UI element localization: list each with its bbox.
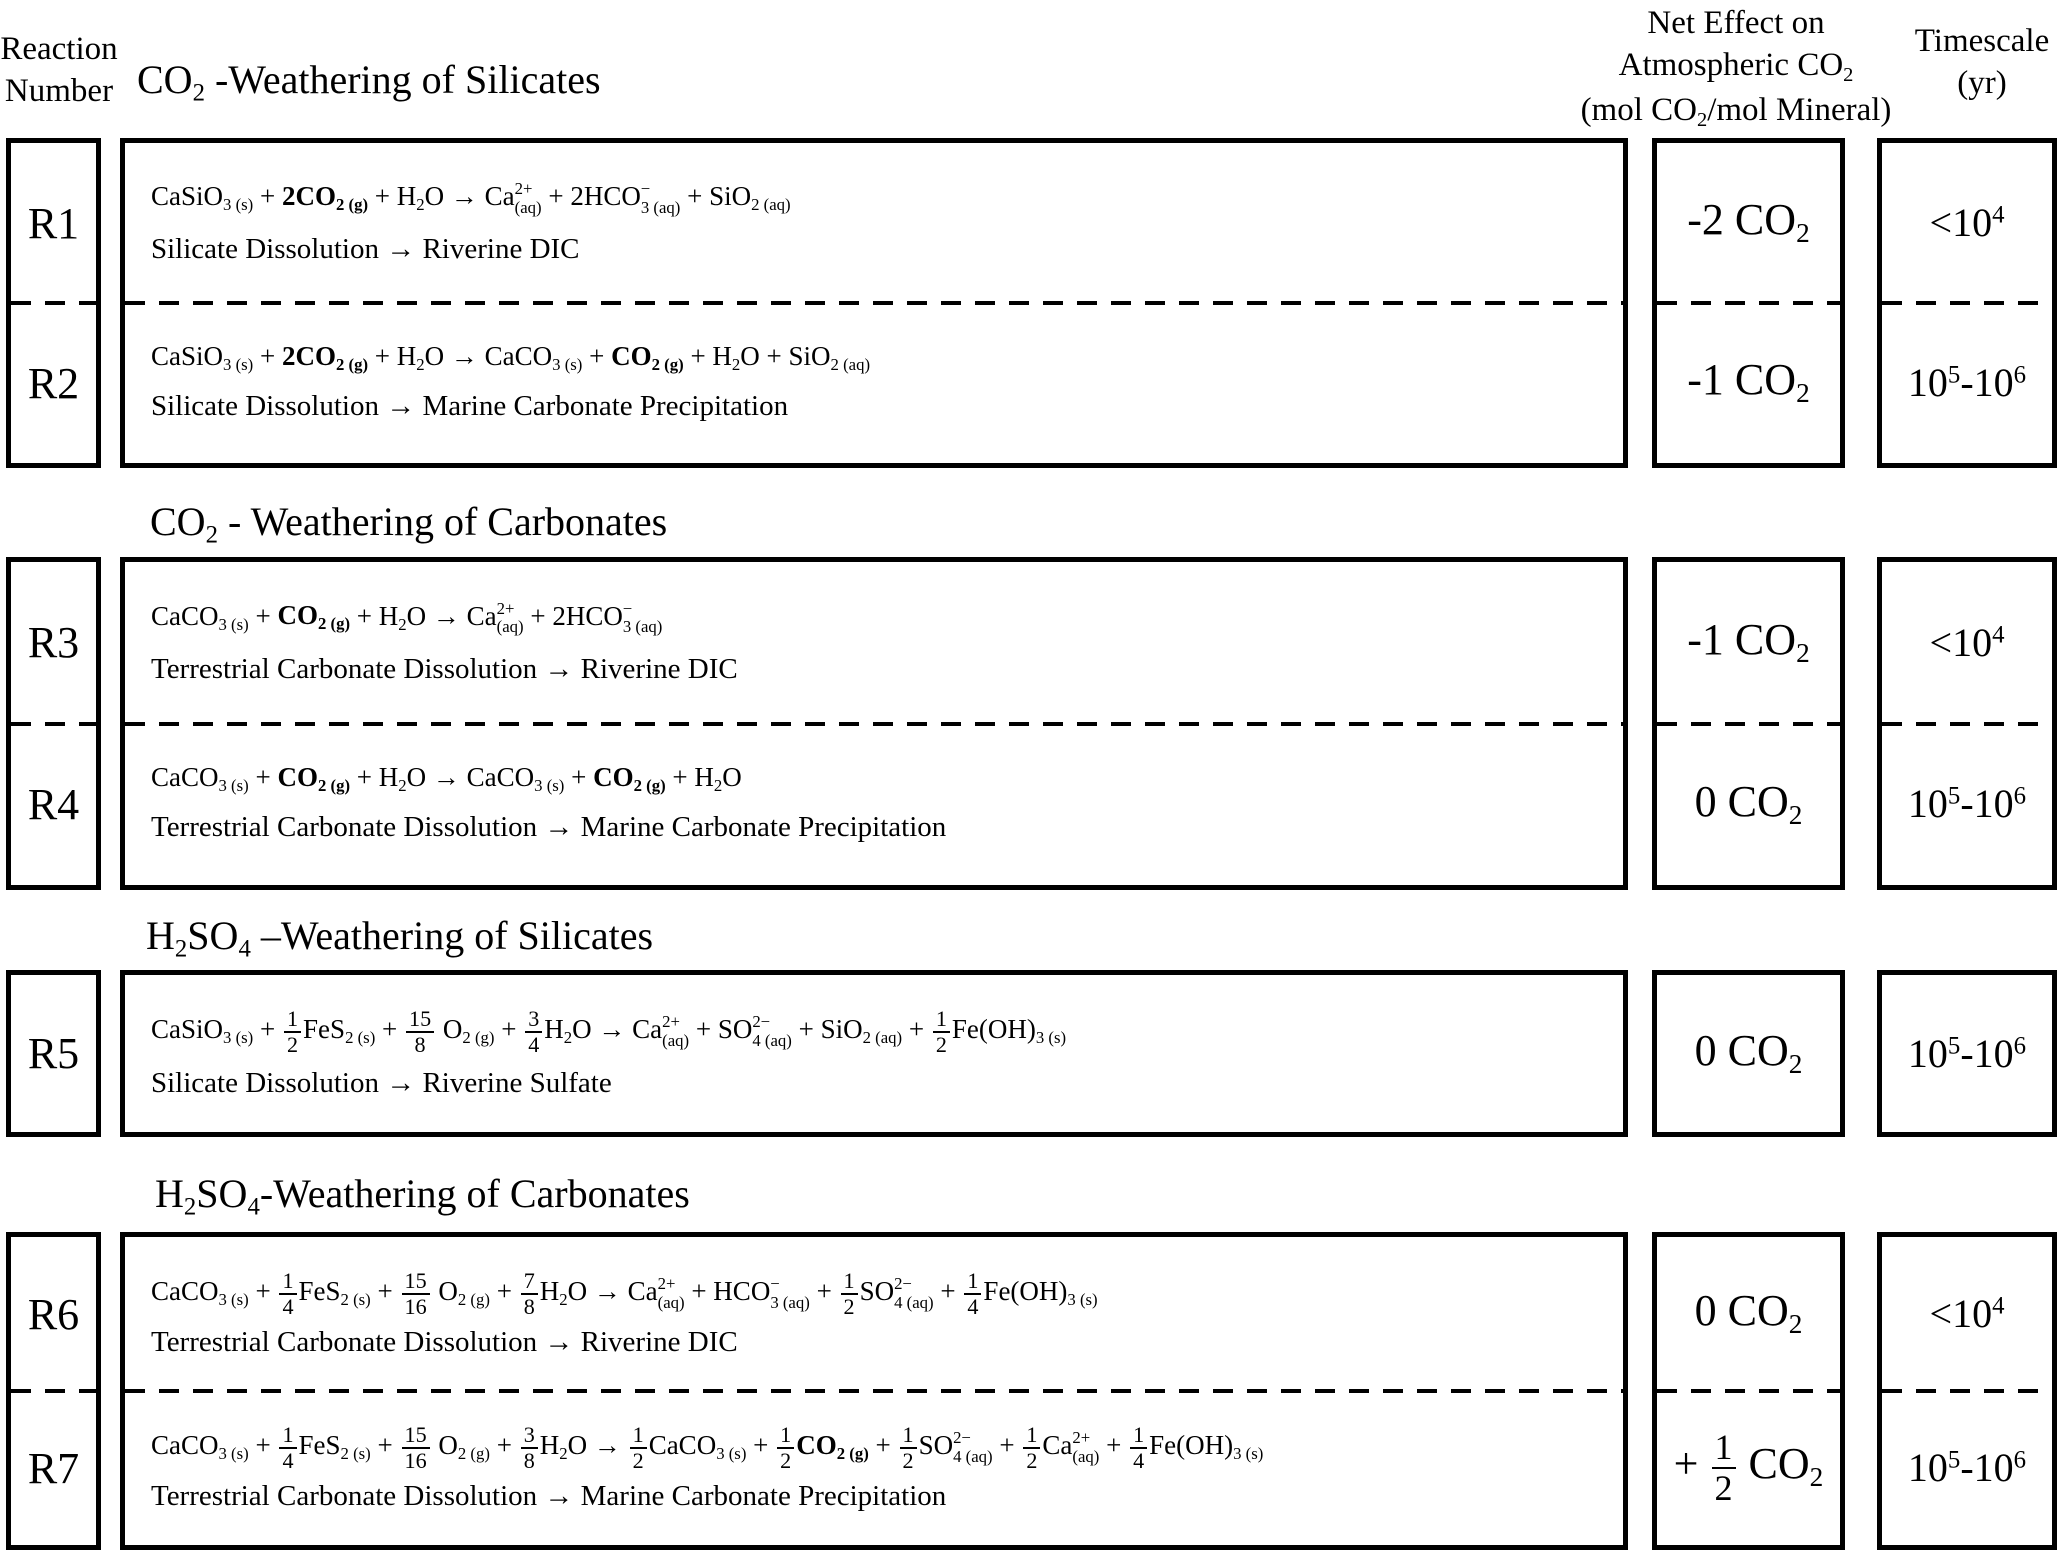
net-effect-R7: + $\frac{1}{2}$ CO2 [1673, 1427, 1824, 1508]
reaction-number-box [6, 1232, 101, 1550]
equation-box [120, 1232, 1628, 1550]
timescale-R5: $10^5-10^6$ [1907, 1030, 2027, 1076]
column-header-line: (mol CO2/mol Mineral) [1580, 91, 1892, 131]
dashed-divider [1657, 722, 1840, 726]
dashed-divider [1657, 1389, 1840, 1393]
reaction-id: R2 [27, 358, 80, 408]
reaction-id: R6 [27, 1289, 80, 1339]
reaction-id: R7 [27, 1443, 80, 1493]
net-effect-box [1652, 1232, 1845, 1550]
description-R7: Terrestrial Carbonate Dissolution → Marine Carbonate Precipitation [151, 1480, 947, 1513]
column-header-line: (yr) [1957, 65, 2007, 102]
column-header-line: Timescale [1914, 23, 2050, 59]
reaction-id: R3 [27, 618, 80, 668]
reaction-number-box [6, 138, 101, 468]
section-h2so4-silicates [0, 970, 2067, 1137]
net-effect-R4: 0 CO2 [1694, 776, 1803, 830]
dashed-divider [125, 1389, 1623, 1393]
timescale-R6: $<10^4$ [1929, 1291, 2005, 1336]
dashed-divider [1882, 301, 2052, 305]
timescale-box [1877, 970, 2057, 1137]
dashed-divider [1882, 722, 2052, 726]
column-header-net-effect [1552, 2, 1920, 133]
dashed-divider [125, 722, 1623, 726]
timescale-R4: $10^5-10^6$ [1907, 781, 2027, 827]
reaction-id: R4 [27, 779, 80, 829]
timescale-box [1877, 138, 2057, 468]
net-effect-R5: 0 CO2 [1694, 1025, 1803, 1079]
timescale-R3: $<10^4$ [1929, 619, 2005, 665]
column-header-timescale [1898, 20, 2066, 104]
section-title-h2so4-carbonates: H2SO4-Weathering of Carbonates [155, 1171, 690, 1221]
section-title-h2so4-silicates: H2SO4 –Weathering of Silicates [146, 913, 654, 963]
timescale-R2: $10^5-10^6$ [1907, 360, 2027, 405]
section-title-co2-silicates: CO2 -Weathering of Silicates [137, 57, 601, 107]
net-effect-R1: -2 CO2 [1687, 195, 1810, 249]
column-header-line: Atmospheric CO2 [1618, 47, 1854, 87]
column-header-line: Number [4, 73, 114, 110]
equation-R4: CaCO3 (s) + CO2 (g) + H2O → CaCO3 (s) + CO2 (g) + H2O [151, 762, 742, 796]
timescale-R1: $<10^4$ [1929, 200, 2005, 245]
equation-R1: CaSiO3 (s) + 2CO2 (g) + H2O → Ca 2+ (aq) + 2HCO − 3 (aq) + SiO2 (aq) [151, 178, 791, 217]
equation-R7: CaCO3 (s) + $\frac{1}{4}$ FeS2 (s) + $\frac{15}{16}$ O2 (g) + $\frac{3}{8}$ H2O → $\frac{1}{2}$ CaCO3 (s) + $\frac{1}{2}$ CO2 (g) + $\frac{1}{2}$ SO 2− 4 (aq) + $\frac{1}{2}$ Ca 2+ (aq) + $\frac{1}{4}$ Fe(OH)3 (s) [151, 1421, 1264, 1473]
column-header-line: Net Effect on [1647, 5, 1825, 41]
description-R3: Terrestrial Carbonate Dissolution → Riverine DIC [151, 652, 738, 685]
description-R2: Silicate Dissolution → Marine Carbonate Precipitation [151, 389, 789, 422]
description-R6: Terrestrial Carbonate Dissolution → Riverine DIC [151, 1326, 738, 1359]
description-R4: Terrestrial Carbonate Dissolution → Marine Carbonate Precipitation [151, 811, 947, 844]
equation-box [120, 557, 1628, 890]
net-effect-box [1652, 970, 1845, 1137]
column-header-reaction-number [0, 28, 118, 112]
reaction-id: R5 [27, 1029, 80, 1078]
net-effect-box [1652, 557, 1845, 890]
dashed-divider [125, 301, 1623, 305]
equation-box [120, 970, 1628, 1137]
description-R1: Silicate Dissolution → Riverine DIC [151, 233, 580, 266]
dashed-divider [11, 722, 96, 726]
section-title-co2-carbonates: CO2 - Weathering of Carbonates [150, 499, 668, 549]
reaction-number-box [6, 557, 101, 890]
section-h2so4-carbonates [0, 1232, 2067, 1550]
net-effect-R6: 0 CO2 [1694, 1286, 1803, 1340]
timescale-R7: $10^5-10^6$ [1907, 1445, 2027, 1490]
reaction-number-box [6, 970, 101, 1137]
timescale-box [1877, 557, 2057, 890]
timescale-box [1877, 1232, 2057, 1550]
section-co2-silicates [0, 138, 2067, 468]
column-header-line: Reaction [0, 31, 118, 67]
net-effect-box [1652, 138, 1845, 468]
net-effect-R2: -1 CO2 [1687, 355, 1810, 409]
equation-R3: CaCO3 (s) + CO2 (g) + H2O → Ca 2+ (aq) + 2HCO − 3 (aq) [151, 598, 663, 637]
dashed-divider [1882, 1389, 2052, 1393]
reaction-id: R1 [27, 198, 80, 248]
description-R5: Silicate Dissolution → Riverine Sulfate [151, 1066, 612, 1099]
equation-R6: CaCO3 (s) + $\frac{1}{4}$ FeS2 (s) + $\frac{15}{16}$ O2 (g) + $\frac{7}{8}$ H2O → Ca 2+ (aq) + HCO − 3 (aq) + $\frac{1}{2}$ SO 2− 4 (aq) + $\frac{1}{4}$ Fe(OH)3 (s) [151, 1267, 1098, 1319]
dashed-divider [11, 301, 96, 305]
equation-box [120, 138, 1628, 468]
dashed-divider [1657, 301, 1840, 305]
section-co2-carbonates [0, 557, 2067, 890]
equation-R2: CaSiO3 (s) + 2CO2 (g) + H2O → CaCO3 (s) + CO2 (g) + H2O + SiO2 (aq) [151, 341, 871, 375]
equation-R5: CaSiO3 (s) + $\frac{1}{2}$ FeS2 (s) + $\frac{15}{8}$ O2 (g) + $\frac{3}{4}$ H2O → Ca 2+ (aq) + SO 2− 4 (aq) + SiO2 (aq) + $\frac{1}{2}$ Fe(OH)3 (s) [151, 1006, 1067, 1057]
dashed-divider [11, 1389, 96, 1393]
net-effect-R3: -1 CO2 [1687, 615, 1810, 669]
